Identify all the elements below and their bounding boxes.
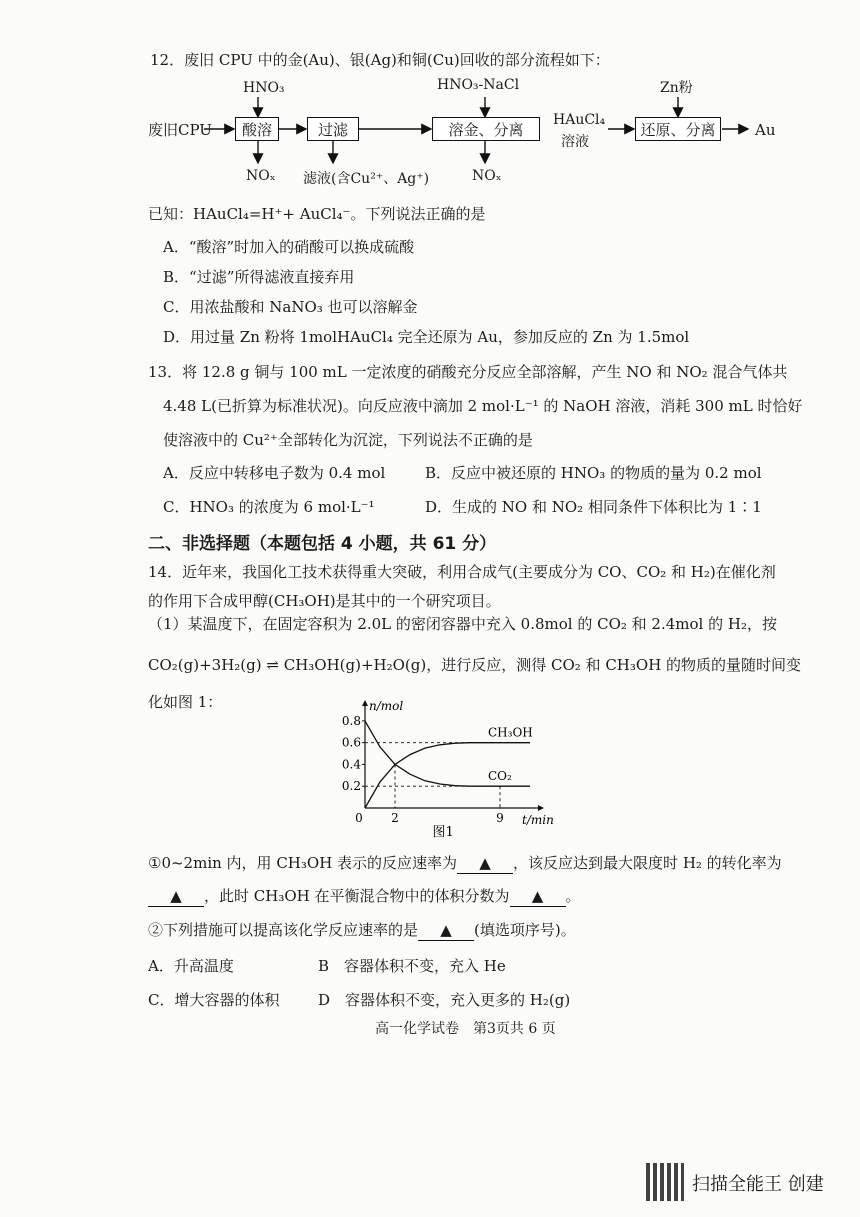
q14-sub1-text-a: ①0~2min 内，用 CH₃OH 表示的反应速率为 [148,854,458,872]
q12-option-c: C．用浓盐酸和 NaNO₃ 也可以溶解金 [163,298,418,316]
section2-heading: 二、非选择题（本题包括 4 小题，共 61 分） [148,534,497,554]
flow-out-nox-1: NOₓ [246,168,276,184]
blank-mark-2: ▲ [170,887,182,905]
y-axis-label: n/mol [369,699,404,713]
qr-code-icon [646,1163,684,1201]
blank-mark-3: ▲ [531,887,544,905]
q14-sub1-text-d: 。 [565,887,581,905]
q14-sub1-line2 [148,886,581,907]
y-axis-arrow [362,700,368,706]
q14-option-c: C．增大容器的体积 [148,991,280,1009]
flow-step-dissolve-gold: 溶金、分离 [432,117,540,141]
q13-option-d: D．生成的 NO 和 NO₂ 相同条件下体积比为 1∶1 [425,498,762,516]
y-tick-label: 0.6 [341,735,361,750]
q12-option-a: A．“酸溶”时加入的硝酸可以换成硫酸 [163,238,415,256]
flow-out-filtrate: 滤液(含Cu²⁺、Ag⁺) [303,171,430,187]
flow-mid-haucl4: HAuCl₄ [553,112,606,128]
q14-line1: 14．近年来，我国化工技术获得重大突破，利用合成气(主要成分为 CO、CO₂ 和 H₂)在催化剂 [148,563,776,581]
answer-blank-1 [457,853,513,874]
q13-option-a: A．反应中转移电子数为 0.4 mol [163,464,386,482]
q14-sub1-text-c: ，此时 CH₃OH 在平衡混合物中的体积分数为 [204,887,510,905]
page-footer: 高一化学试卷 第3页共 6 页 [375,1021,556,1037]
x-tick-label: 0 [355,811,363,825]
q14-option-a: A．升高温度 [148,957,234,975]
chart-title: 图1 [432,825,454,840]
q13-line2: 4.48 L(已折算为标准状况)。向反应液中滴加 2 mol·L⁻¹ 的 NaOH 溶液，消耗 300 mL 时恰好 [163,397,803,415]
flow-mid-solution: 溶液 [561,134,589,150]
x-axis-arrow [538,805,544,811]
q13-option-b: B．反应中被还原的 HNO₃ 的物质的量为 0.2 mol [425,464,762,482]
flow-end-au: Au [755,121,776,139]
q12-option-b: B．“过滤”所得滤液直接弃用 [163,268,355,286]
flow-step-reduce: 还原、分离 [635,117,721,141]
q14-part1-line3: 化如图 1： [148,693,223,711]
blank-mark-4: ▲ [440,921,452,939]
x-tick-label: 9 [496,811,504,825]
y-tick-label: 0.8 [341,713,361,728]
y-tick-label: 0.4 [341,757,361,772]
q12-known: 已知：HAuCl₄=H⁺+ AuCl₄⁻。下列说法正确的是 [148,205,486,223]
q12-option-d: D．用过量 Zn 粉将 1molHAuCl₄ 完全还原为 Au，参加反应的 Zn 为 1.5mol [163,328,690,346]
q13-line1: 13．将 12.8 g 铜与 100 mL 一定浓度的硝酸充分反应全部溶解，产生 NO 和 NO₂ 混合气体共 [148,363,788,381]
q12-stem: 12．废旧 CPU 中的金(Au)、银(Ag)和铜(Cu)回收的部分流程如下： [150,51,610,69]
scanner-watermark: 扫描全能王 创建 [692,1174,824,1195]
q14-sub2 [148,920,576,941]
q14-sub1-text-b: ，该反应达到最大限度时 H₂ 的转化率为 [513,854,782,872]
figure1-chart [335,698,554,843]
flow-step-filter: 过滤 [307,117,359,141]
series-label-co2: CO₂ [488,769,512,784]
flow-reagent-hno3: HNO₃ [243,80,285,96]
q14-part1-line1: （1）某温度下，在固定容积为 2.0L 的密闭容器中充入 0.8mol 的 CO₂ 和 2.4mol 的 H₂，按 [148,615,777,633]
blank-mark-1: ▲ [479,854,491,872]
flow-reagent-hno3-nacl: HNO₃-NaCl [437,77,520,93]
x-axis-label: t/min [522,813,554,827]
flow-start: 废旧CPU [148,121,212,139]
answer-blank-4 [418,920,474,941]
q13-option-c: C．HNO₃ 的浓度为 6 mol·L⁻¹ [163,498,375,516]
q14-sub1-line1 [148,853,782,874]
answer-blank-2 [148,886,204,907]
q13-line3: 使溶液中的 Cu²⁺全部转化为沉淀，下列说法不正确的是 [163,431,533,449]
flow-step-acid-dissolve: 酸溶 [235,117,279,141]
flow-out-nox-2: NOₓ [472,168,502,184]
y-tick-label: 0.2 [341,779,361,794]
q14-line2: 的作用下合成甲醇(CH₃OH)是其中的一个研究项目。 [148,592,501,610]
answer-blank-3 [510,886,566,907]
x-tick-label: 2 [391,811,399,825]
flow-reagent-zn: Zn粉 [660,80,693,96]
q14-sub2-text-b: (填选项序号)。 [474,921,576,939]
q14-sub2-text-a: ②下列措施可以提高该化学反应速率的是 [148,921,419,939]
q14-part1-line2: CO₂(g)+3H₂(g) ⇌ CH₃OH(g)+H₂O(g)，进行反应，测得 CO₂ 和 CH₃OH 的物质的量随时间变 [148,656,802,674]
q14-option-d: D 容器体积不变，充入更多的 H₂(g) [318,991,571,1009]
q14-option-b: B 容器体积不变，充入 He [318,957,506,975]
series-label-ch3oh: CH₃OH [488,725,533,740]
